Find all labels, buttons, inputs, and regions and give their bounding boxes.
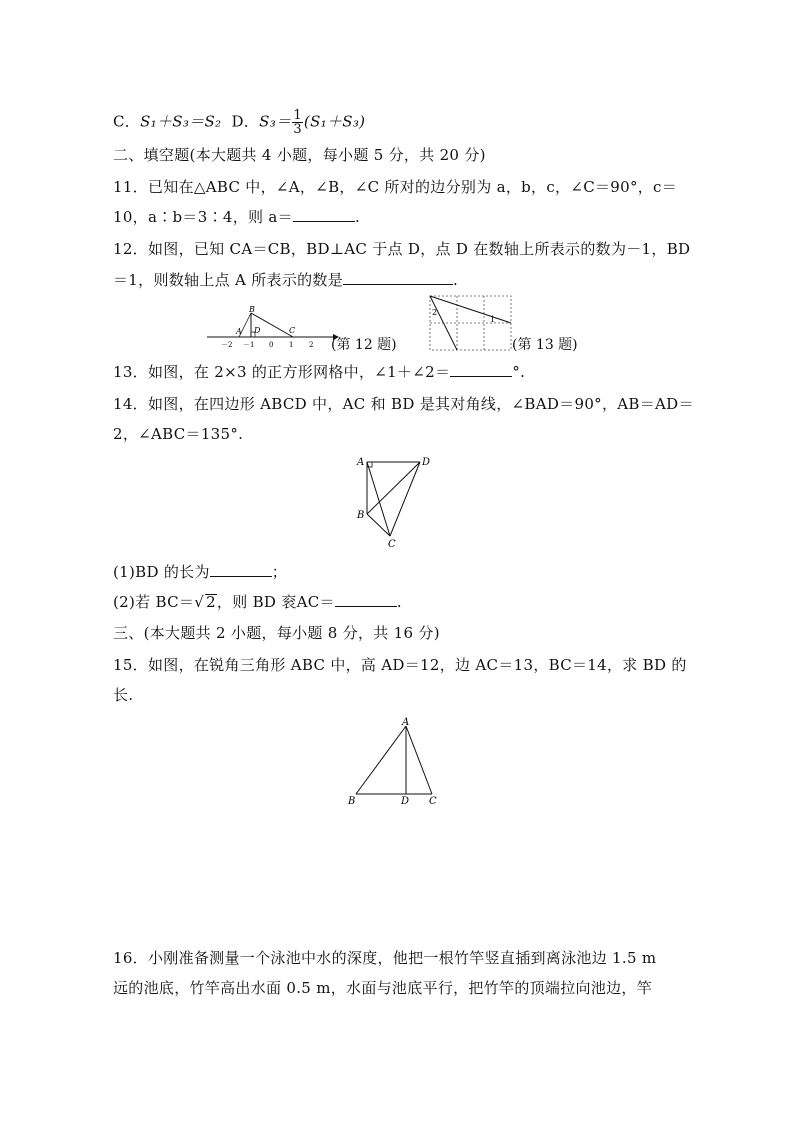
q13-line-1-text: 13．如图，在 2×3 的正方形网格中，∠1＋∠2＝	[113, 363, 451, 381]
option-c-label: C．	[113, 112, 141, 131]
q15-line-1: 15．如图，在锐角三角形 ABC 中，高 AD＝12，边 AC＝13，BC＝14，求 BD 的	[113, 656, 687, 674]
q14-figure	[352, 452, 438, 550]
q14-sub-2-mid: ，则 BD 衮AC＝	[216, 593, 335, 611]
q14-sub-1-text: (1)BD 的长为	[113, 563, 210, 581]
point-label-a: A	[402, 717, 410, 728]
q11-line-1: 11．已知在△ABC 中，∠A，∠B，∠C 所对的边分别为 a，b，c，∠C＝90°，c＝	[113, 178, 678, 196]
q14-sub-1	[113, 562, 287, 582]
tick-label: 1	[289, 341, 294, 349]
sqrt-radicand: 2	[206, 593, 216, 611]
point-label-d: D	[401, 796, 410, 807]
section-3-heading: 三、(本大题共 2 小题，每小题 8 分，共 16 分)	[113, 624, 440, 642]
q14-sub-2-text: (2)若 BC＝	[113, 593, 195, 611]
point-label-b: B	[357, 510, 365, 521]
option-d-rhs: (S₁＋S₃)	[303, 112, 366, 131]
tick-label: 0	[269, 341, 274, 349]
tick-label: －1	[243, 341, 255, 349]
tick-label: －2	[221, 341, 233, 349]
point-label-c: C	[429, 796, 437, 807]
point-label-c: C	[388, 539, 396, 550]
segment-ac	[406, 726, 432, 794]
angle-label-1: 1	[490, 315, 496, 324]
q13-figure	[428, 294, 514, 352]
q16-line-1: 16．小刚准备测量一个泳池中水的深度，他把一根竹竿竖直插到离泳池边 1.5 m	[113, 949, 657, 967]
option-d-lhs: S₃＝	[259, 112, 292, 131]
q12-line-2-end: .	[453, 271, 459, 289]
option-d-label: D．	[231, 112, 260, 131]
q14-sub-1-end: ；	[271, 563, 288, 581]
option-d-fraction	[292, 109, 303, 136]
q14-sub-2-blank[interactable]	[335, 592, 397, 607]
q11-line-2	[113, 207, 360, 227]
options-line	[113, 109, 365, 136]
q14-sub-1-blank[interactable]	[210, 562, 272, 577]
q16-line-2: 远的池底，竹竿高出水面 0.5 m，水面与池底平行，把竹竿的顶端拉向池边，竿	[113, 979, 653, 997]
q12-caption: (第 12 题)	[331, 337, 397, 353]
q12-answer-blank[interactable]	[343, 270, 453, 285]
sqrt-sign: √	[194, 593, 205, 611]
q11-line-2-text: 10，a∶b＝3∶4，则 a＝	[113, 208, 293, 226]
diagonal-segment	[430, 296, 511, 323]
q13-line-1-end: °.	[512, 363, 526, 381]
q14-sub-2	[113, 592, 402, 612]
angle-label-2: 2	[432, 308, 438, 317]
q13-line-1	[113, 362, 525, 382]
q12-figure	[205, 303, 340, 351]
point-label-d: D	[422, 457, 431, 468]
q11-answer-blank[interactable]	[293, 207, 355, 222]
section-2-heading: 二、填空题(本大题共 4 小题，每小题 5 分，共 20 分)	[113, 146, 486, 164]
q13-answer-blank[interactable]	[450, 362, 512, 377]
point-label-b: B	[249, 305, 255, 314]
option-c-expr: S₁＋S₃＝S₂	[140, 112, 222, 131]
segment-cd	[390, 462, 420, 536]
tick-label: 2	[309, 341, 314, 349]
point-label-a: A	[236, 327, 242, 336]
q15-line-2: 长.	[113, 686, 134, 704]
point-label-c: C	[289, 326, 296, 335]
q12-line-2-text: ＝1，则数轴上点 A 所表示的数是	[113, 271, 344, 289]
q12-line-1: 12．如图，已知 CA＝CB，BD⊥AC 于点 D，点 D 在数轴上所表示的数为－1，BD	[113, 240, 691, 258]
fraction-denominator: 3	[293, 122, 302, 137]
q14-line-1: 14．如图，在四边形 ABCD 中，AC 和 BD 是其对角线，∠BAD＝90°，AB＝AD＝	[113, 395, 694, 413]
q14-line-2: 2，∠ABC＝135°.	[113, 425, 244, 443]
q14-sub-2-end: .	[396, 593, 402, 611]
point-label-d: D	[254, 326, 261, 335]
point-label-b: B	[348, 796, 356, 807]
q13-caption: (第 13 题)	[512, 337, 578, 353]
q12-line-2	[113, 270, 458, 290]
q15-figure	[344, 714, 444, 810]
fraction-numerator: 1	[293, 108, 302, 123]
q11-line-2-end: .	[354, 208, 361, 226]
segment-ab	[356, 726, 406, 794]
point-label-a: A	[357, 457, 365, 468]
